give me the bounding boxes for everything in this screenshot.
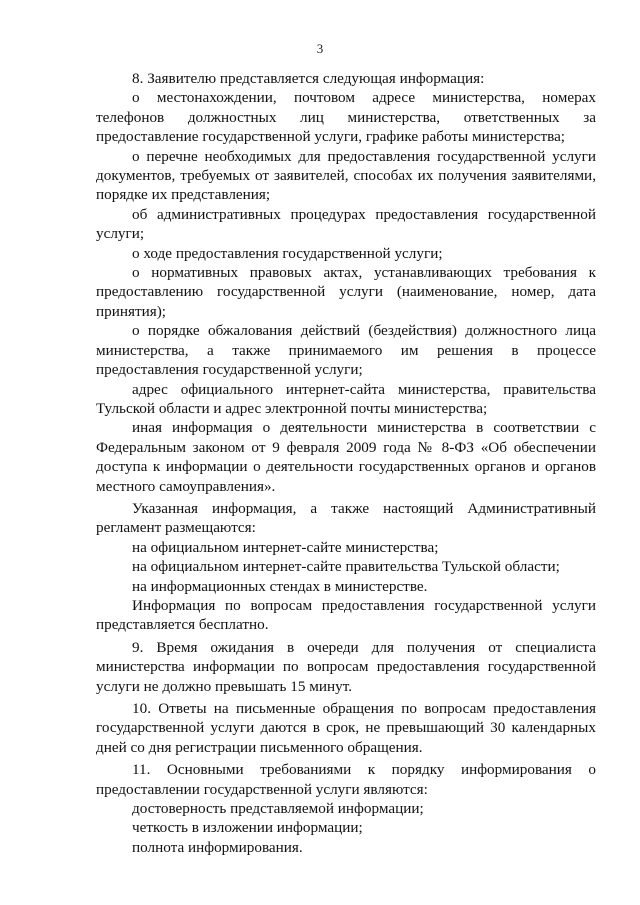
paragraph-completeness: полнота информирования. <box>132 838 303 856</box>
paragraph-reliability: достоверность представляемой информации; <box>132 800 424 818</box>
paragraph-free-info: Информация по вопросам предоставления государственной услуги представляется бесплатно. <box>96 596 596 634</box>
document-body <box>96 69 596 857</box>
paragraph-clarity: четкость в изложении информации; <box>132 819 363 837</box>
page-number: 3 <box>316 41 324 56</box>
paragraph-item-9-waiting-time: 9. Время ожидания в очереди для получения от специалиста министерства информации по вопросам предоставления государственной услуги не должно превышать 15 минут. <box>96 638 596 695</box>
paragraph-documents-list: о перечне необходимых для предоставления государственной услуги документов, требуемых от заявителей, способах их получения заявителями, порядке их представления; <box>96 147 596 204</box>
paragraph-info-stands: на информационных стендах в министерстве. <box>132 577 428 595</box>
paragraph-website-address: адрес официального интернет-сайта министерства, правительства Тульской области и адрес электронной почты министерства; <box>96 380 596 417</box>
paragraph-location-info: о местонахождении, почтовом адресе министерства, номерах телефонов должностных лиц министерства, ответственных за предоставление государственной услуги, графике работы министерства; <box>96 89 596 146</box>
paragraph-item-11-requirements: 11. Основными требованиями к порядку информирования о предоставлении государственной услуги являются: <box>96 761 596 798</box>
paragraph-item-10-written-replies: 10. Ответы на письменные обращения по вопросам предоставления государственной услуги даются в срок, не превышающий 30 календарных дней со дня регистрации письменного обращения. <box>96 700 596 756</box>
paragraph-service-progress: о ходе предоставления государственной услуги; <box>132 244 443 262</box>
paragraph-item-8-heading: 8. Заявителю представляется следующая информация: <box>132 70 485 87</box>
paragraph-ministry-website: на официальном интернет-сайте министерства; <box>132 538 439 556</box>
paragraph-placement-intro: Указанная информация, а также настоящий Административный регламент размещаются: <box>96 499 596 537</box>
paragraph-appeal-procedure: о порядке обжалования действий (бездействия) должностного лица министерства, а также принимаемого им решения в процессе предоставления государственной услуги; <box>96 322 596 379</box>
paragraph-government-website: на официальном интернет-сайте правительства Тульской области; <box>132 558 560 576</box>
paragraph-other-info: иная информация о деятельности министерства в соответствии с Федеральным законом от 9 февраля 2009 года № 8-ФЗ «Об обеспечении доступа к информации о деятельности государственных органов и органов местного самоуправления». <box>96 419 596 495</box>
paragraph-legal-acts: о нормативных правовых актах, устанавливающих требования к предоставлению государственной услуги (наименование, номер, дата принятия); <box>96 264 596 320</box>
paragraph-admin-procedures: об административных процедурах предоставления государственной услуги; <box>96 205 596 243</box>
